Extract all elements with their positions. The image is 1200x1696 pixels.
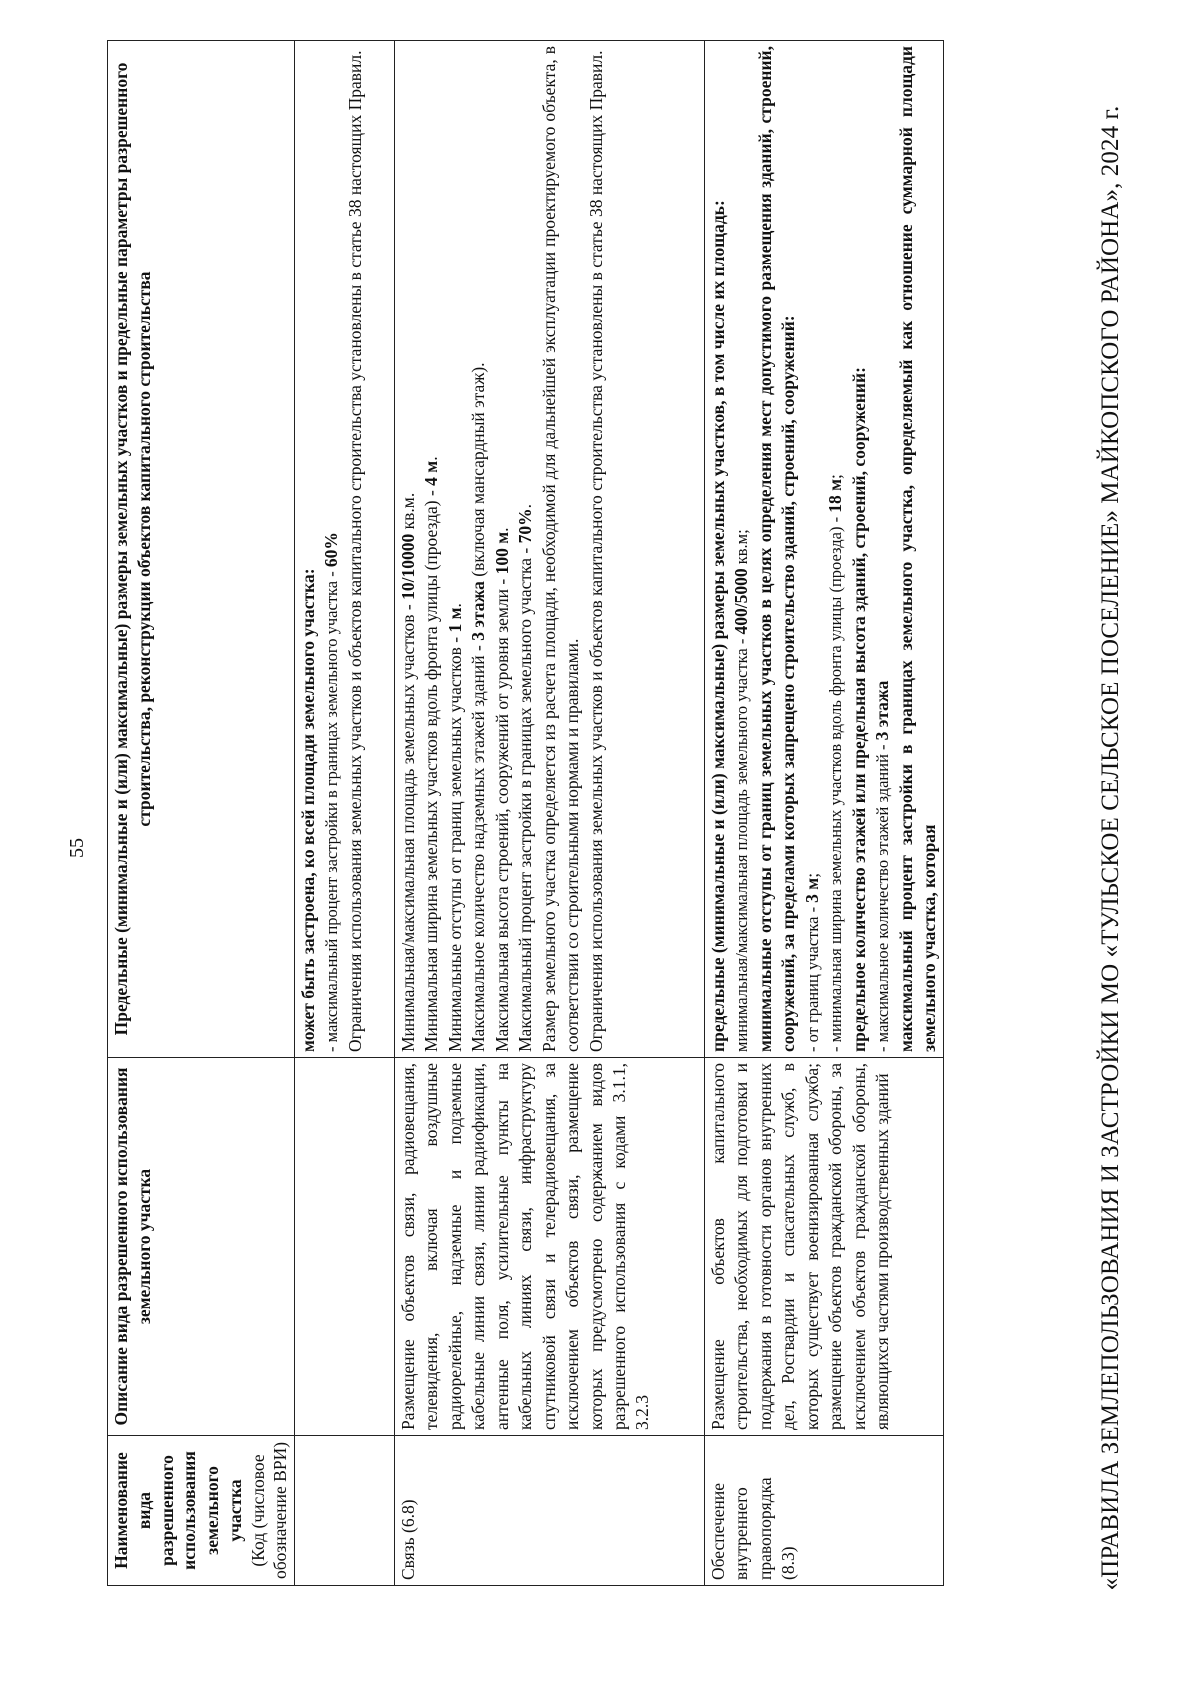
header-parameters: Предельные (минимальные и (или) максимальные) размеры земельных участков и предельные параметры разрешенного строительства, реконструкции объектов капитального строительства <box>108 41 295 1058</box>
row1-description-cell: Размещение объектов связи, радиовещания, телевидения, включая воздушные радиорелейные, надземные и подземные кабельные линии связи, линии радиофикации, антенные поля, усилительные пункты на кабельных линиях связи, инфраструктуру спутниковой связи и телерадиовещания, за исключением объектов связи, размещение которых предусмотрено содержанием видов разрешенного использования с кодами 3.1.1, 3.2.3 <box>395 1058 705 1436</box>
row2-description-cell: Размещение объектов капитального строительства, необходимых для подготовки и поддержания в готовности органов внутренних дел, Росгвардии и спасательных служб, в которых существует военизированная служба; размещение объектов гражданской обороны, за исключением объектов гражданской обороны, являющихся частями производственных зданий <box>705 1058 944 1436</box>
table-row <box>295 41 395 1586</box>
land-use-table <box>107 40 944 1586</box>
row1-parameters-cell: Минимальная/максимальная площадь земельных участков - 10/10000 кв.м. Минимальная ширина земельных участков вдоль фронта улицы (проезда) - 4 м. Минимальные отступы от границ земельных участков - 1 м. Максимальное количество надземных этажей зданий - 3 этажа (включая мансардный этаж). Максимальная высота строений, сооружений от уровня земли - 100 м. Максимальный процент застройки в границах земельного участка - 70%. Размер земельного участка определяется из расчета площади, необходимой для дальнейшей эксплуатации проектируемого объекта, в соответствии со строительными нормами и правилами. Ограничения использования земельных участков и объектов капитального строительства установлены в статье 38 настоящих Правил. <box>395 41 705 1058</box>
row0-name-cell <box>295 1436 395 1586</box>
header-vri-name: Наименование вида разрешенного использования земельного участка (Код (числовое обозначение ВРИ) <box>108 1436 295 1586</box>
document-footer: «ПРАВИЛА ЗЕМЛЕПОЛЬЗОВАНИЯ И ЗАСТРОЙКИ МО «ТУЛЬСКОЕ СЕЛЬСКОЕ ПОСЕЛЕНИЕ» МАЙКОПСКОГО РАЙОНА», 2024 г. <box>1097 105 1124 1591</box>
header-vri-description: Описание вида разрешенного использования земельного участка <box>108 1058 295 1436</box>
row2-parameters-cell: предельные (минимальные и (или) максимальные) размеры земельных участков, в том числе их площадь: минимальная/максимальная площадь земельного участка - 400/5000 кв.м; минимальные отступы от границ земельных участков в целях определения мест допустимого размещения зданий, строений, сооружений, за пределами которых запрещено строительство зданий, строений, сооружений: - от границ участка - 3 м; - минимальная ширина земельных участков вдоль фронта улицы (проезда) - 18 м; предельное количество этажей или предельная высота зданий, строений, сооружений: - максимальное количество этажей зданий - 3 этажа максимальный процент застройки в границах земельного участка, определяемый как отношение суммарной площади земельного участка, которая <box>705 41 944 1058</box>
row0-parameters-cell: может быть застроена, ко всей площади земельного участка: - максимальный процент застройки в границах земельного участка - 60% Ограничения использования земельных участков и объектов капитального строительства установлены в статье 38 настоящих Правил. <box>295 41 395 1058</box>
row1-name-cell: Связь (6.8) <box>395 1436 705 1586</box>
table-row <box>395 41 705 1586</box>
page-number: 55 <box>66 838 88 858</box>
table-header-row <box>108 41 295 1586</box>
table-row <box>705 41 944 1586</box>
row2-name-cell: Обеспечение внутреннего правопорядка (8.3) <box>705 1436 944 1586</box>
row0-description-cell <box>295 1058 395 1436</box>
